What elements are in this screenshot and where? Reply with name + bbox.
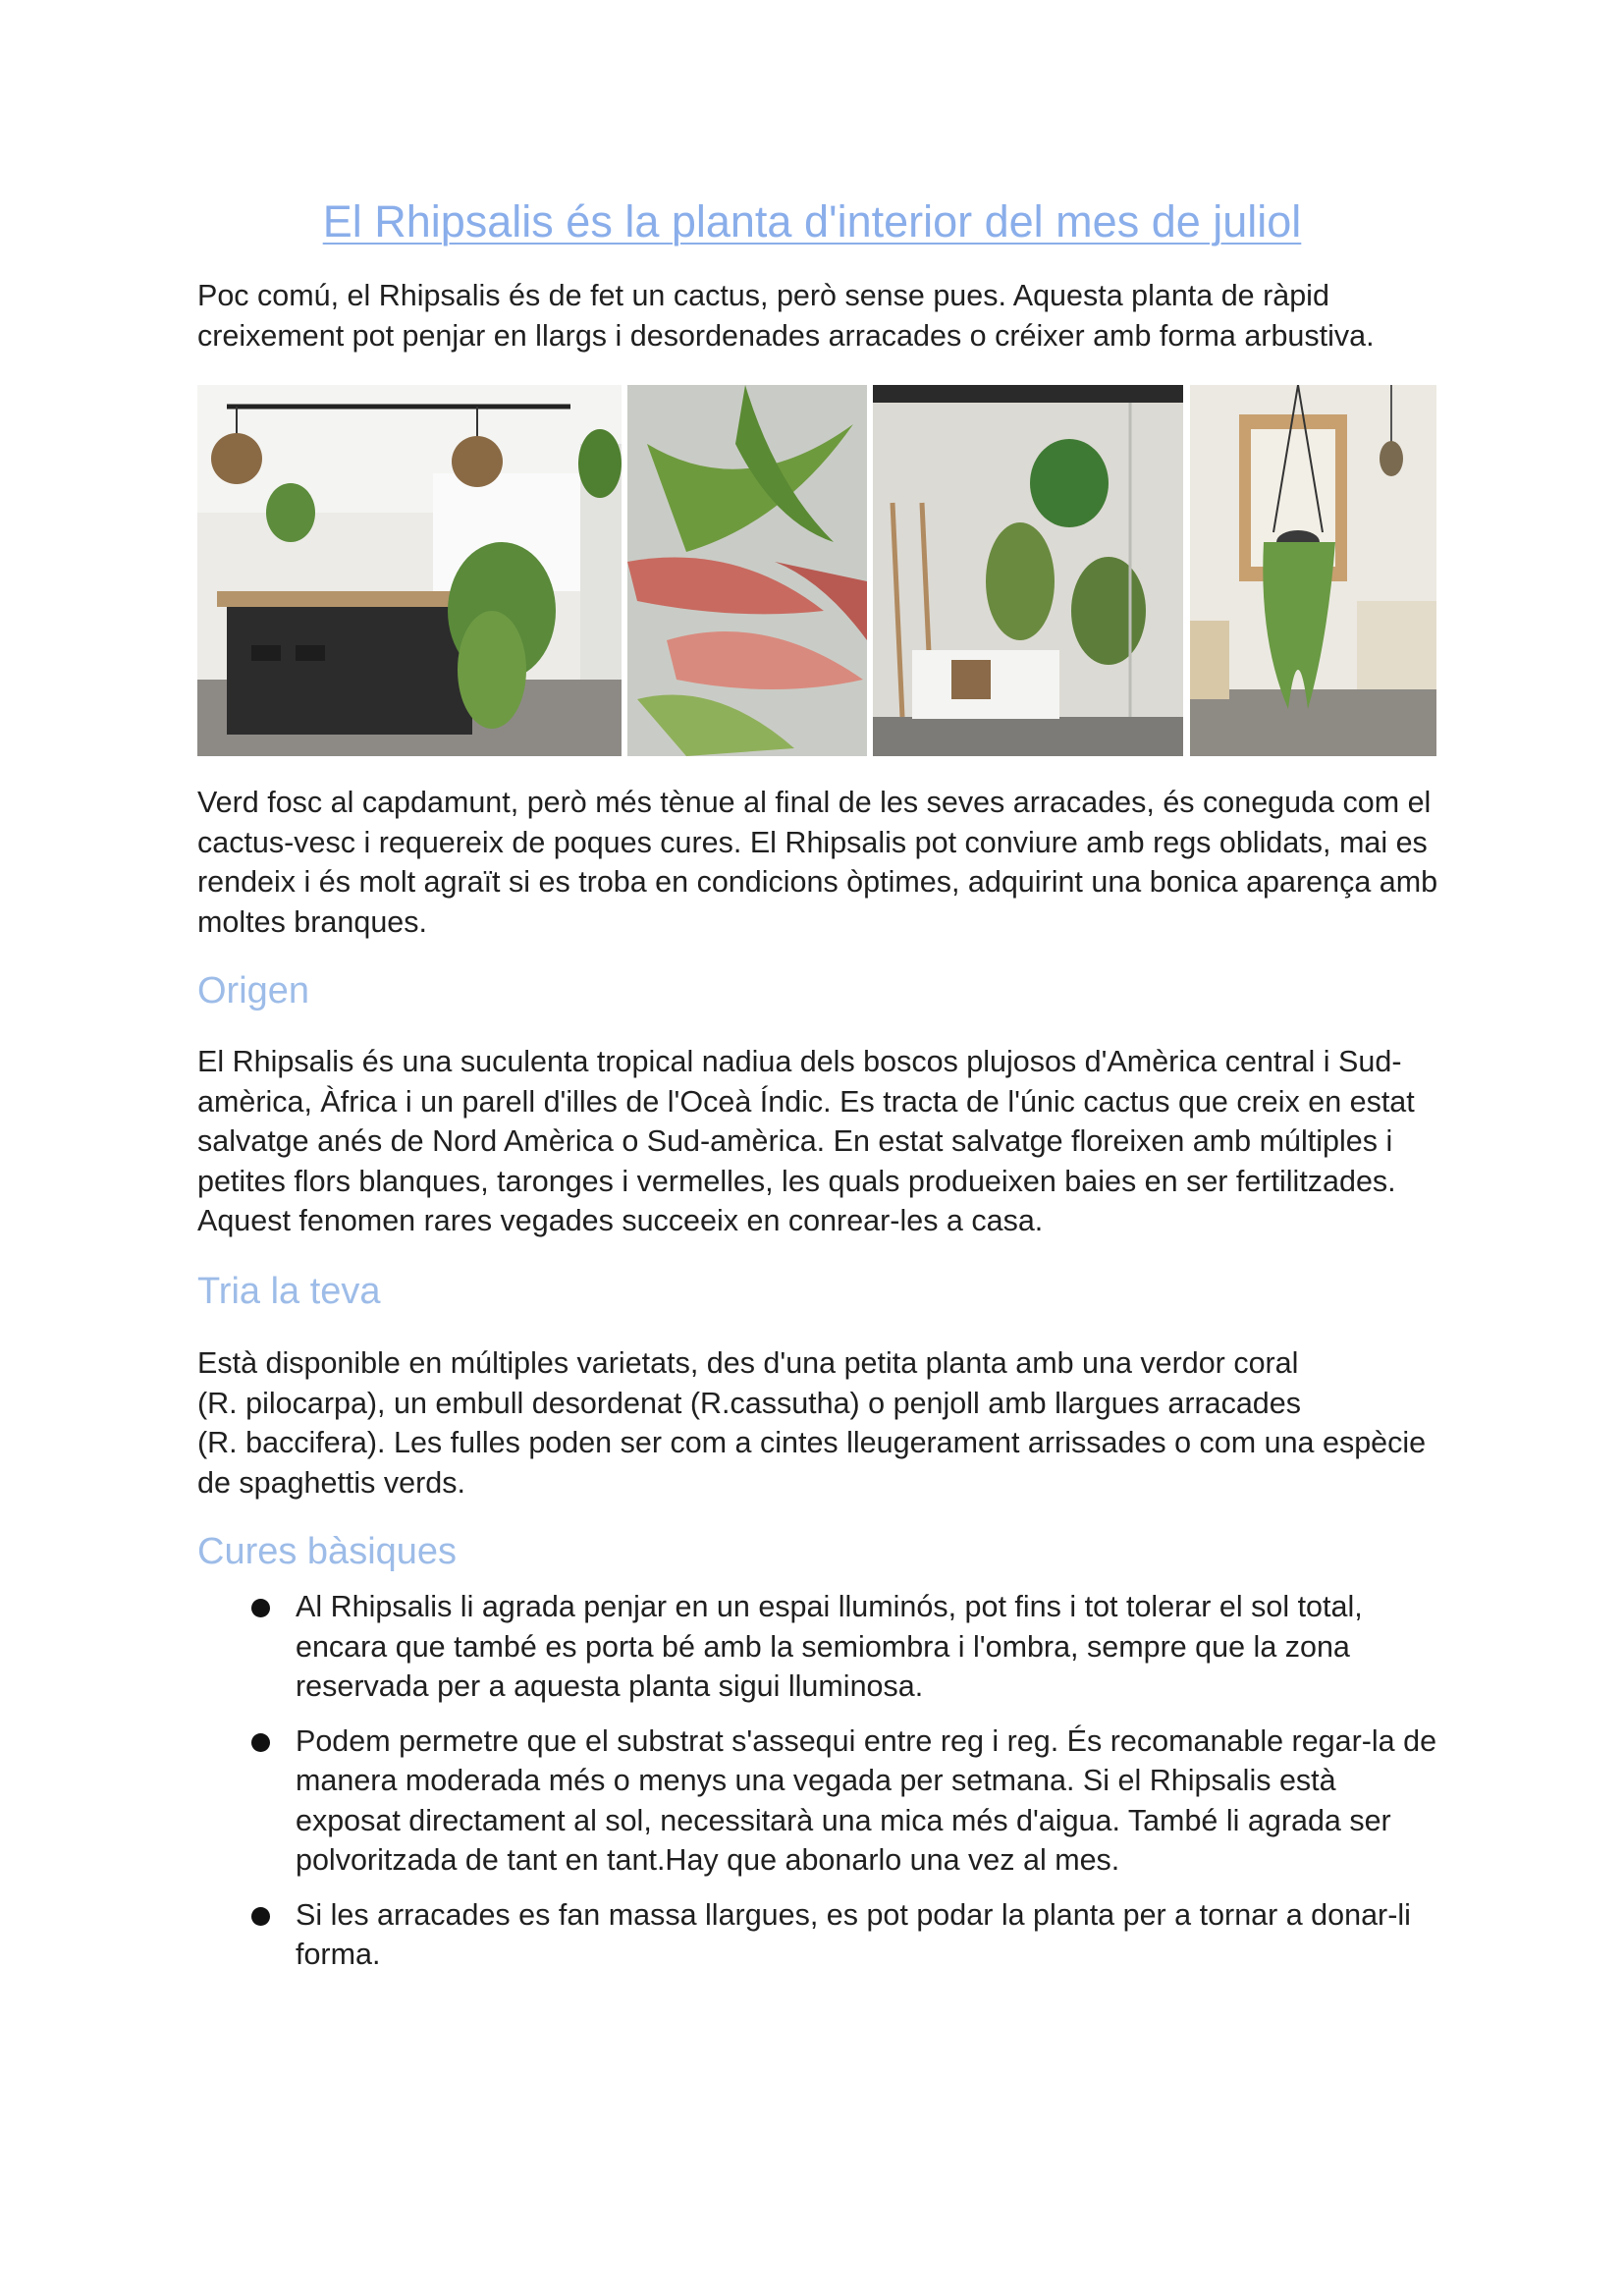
photo-strip (197, 385, 1436, 756)
tria-line-1: Està disponible en múltiples varietats, des d'una petita planta amb una verdor coral (197, 1346, 1299, 1380)
list-item (197, 1587, 1444, 1707)
bathroom-photo (873, 385, 1183, 756)
bullet-text: Si les arracades es fan massa llargues, es pot podar la planta per a tornar a donar-li forma. (296, 1897, 1411, 1971)
cures-bullet-list (197, 1587, 1444, 1990)
origen-paragraph: El Rhipsalis és una suculenta tropical nadiua dels boscos plujosos d'Amèrica central i Sud-amèrica, Àfrica i un parell d'illes de l'Oceà Índic. Es tracta de l'únic cactus que creix en estat salvatge anés de Nord Amèrica o Sud-amèrica. En estat salvatge floreixen amb múltiples i petites flors blanques, taronges i vermelles, les quals produeixen baies en ser fertilitzades. Aquest fenomen rares vegades succeeix en conrear-les a casa. (197, 1045, 1415, 1237)
bedroom-hanging-plant-photo (1190, 385, 1436, 756)
tria-paragraph (197, 1343, 1444, 1503)
bullet-icon (251, 1733, 270, 1752)
description-paragraph: Verd fosc al capdamunt, però més tènue al final de les seves arracades, és coneguda com el cactus-vesc i requereix de poques cures. El Rhipsalis pot conviure amb regs oblidats, mai es rendeix i és molt agraït si es troba en condicions òptimes, adquirint una bonica aparença amb moltes branques. (197, 786, 1438, 939)
section-heading-tria: Tria la teva (197, 1271, 381, 1312)
section-heading-cures: Cures bàsiques (197, 1531, 458, 1572)
bullet-text: Podem permetre que el substrat s'assequi entre reg i reg. És recomanable regar-la de manera moderada més o menys una vegada per setmana. Si el Rhipsalis està exposat directament al sol, necessitarà una mica més d'aigua. També li agrada ser polvoritzada de tant en tant.Hay que abonarlo una vez al mes. (296, 1723, 1437, 1877)
tria-line-2: (R. pilocarpa), un embull desordenat (R.cassutha) o penjoll amb llargues arracades (197, 1386, 1301, 1420)
bullet-icon (251, 1907, 270, 1926)
page-title: El Rhipsalis és la planta d'interior del mes de juliol (322, 196, 1302, 246)
section-heading-origen: Origen (197, 970, 310, 1011)
bullet-text: Al Rhipsalis li agrada penjar en un espai lluminós, pot fins i tot tolerar el sol total, encara que també es porta bé amb la semiombra i l'ombra, sempre que la zona reservada per a aquesta planta sigui lluminosa. (296, 1590, 1363, 1703)
list-item (197, 1722, 1444, 1881)
tria-line-3: (R. baccifera). Les fulles poden ser com a cintes lleugerament arrissades o com una espècie de spaghettis verds. (197, 1426, 1427, 1500)
intro-paragraph: Poc comú, el Rhipsalis és de fet un cactus, però sense pues. Aquesta planta de ràpid creixement pot penjar en llargs i desordenades arracades o créixer amb forma arbustiva. (197, 279, 1375, 353)
list-item (197, 1895, 1444, 1975)
leaves-closeup-photo (627, 385, 867, 756)
kitchen-photo (197, 385, 622, 756)
bullet-icon (251, 1599, 270, 1617)
